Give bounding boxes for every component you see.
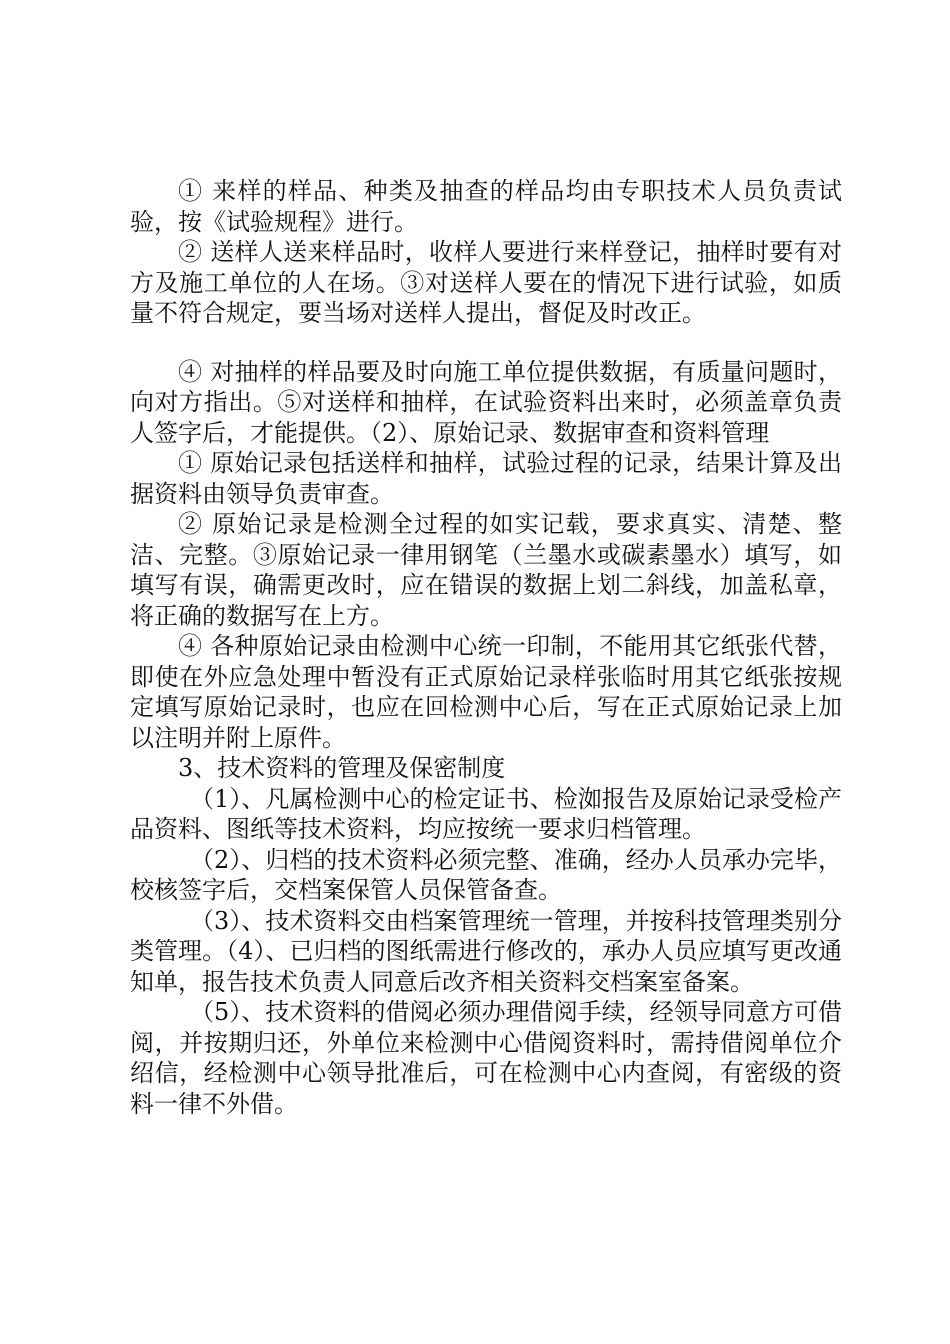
paragraph-archive-1: （1）、凡属检测中心的检定证书、检洳报告及原始记录受检产品资料、图纸等技术资料，均应按统一要求归档管理。 [130,784,842,843]
section-heading-technical-data: 3、技术资料的管理及保密制度 [178,754,506,782]
paragraph-archive-3-4: （3）、技术资料交由档案管理统一管理，并按科技管理类别分类管理。（4）、已归档的图纸需进行修改的，承办人员应填写更改通知单，报告技术负责人同意后改齐相关资料交档案室备案。 [130,906,842,996]
paragraph-archive-5: （5）、技术资料的借阅必须办理借阅手续，经领导同意方可借阅，并按期归还，外单位来检测中心借阅资料时，需持借阅单位介绍信，经检测中心领导批准后，可在检测中心内查阅，有密级的资料一律不外借。 [130,998,842,1118]
document-body [130,176,842,1119]
paragraph-sample-testing: ① 来样的样品、种类及抽查的样品均由专职技术人员负责试验，按《试验规程》进行。 [130,177,842,236]
paragraph-archive-2: （2）、归档的技术资料必须完整、准确，经办人员承办完毕，校核签字后，交档案保管人员保管备查。 [130,845,842,904]
paragraph-record-requirements: ② 原始记录是检测全过程的如实记载，要求真实、清楚、整洁、完整。③原始记录一律用钢笔（兰墨水或碳素墨水）填写，如填写有误，确需更改时，应在错误的数据上划二斜线，加盖私章，将正确的数据写在上方。 [130,510,842,630]
paragraph-record-review: ① 原始记录包括送样和抽样，试验过程的记录，结果计算及出据资料由领导负责审查。 [130,449,842,508]
paragraph-data-provision: ④ 对抽样的样品要及时向施工单位提供数据，有质量问题时，向对方指出。⑤对送样和抽样，在试验资料出来时，必须盖章负责人签字后，才能提供。（2）、原始记录、数据审查和资料管理 [130,357,842,447]
paragraph-sample-registration: ② 送样人送来样品时，收样人要进行来样登记，抽样时要有对方及施工单位的人在场。③对送样人要在的情况下进行试验，如质量不符合规定，要当场对送样人提出，督促及时改正。 [130,238,842,327]
paragraph-record-printing: ④ 各种原始记录由检测中心统一印制，不能用其它纸张代替，即使在外应急处理中暂没有正式原始记录样张临时用其它纸张按规定填写原始记录时，也应在回检测中心后，写在正式原始记录上加以注明并附上原件。 [130,632,842,752]
